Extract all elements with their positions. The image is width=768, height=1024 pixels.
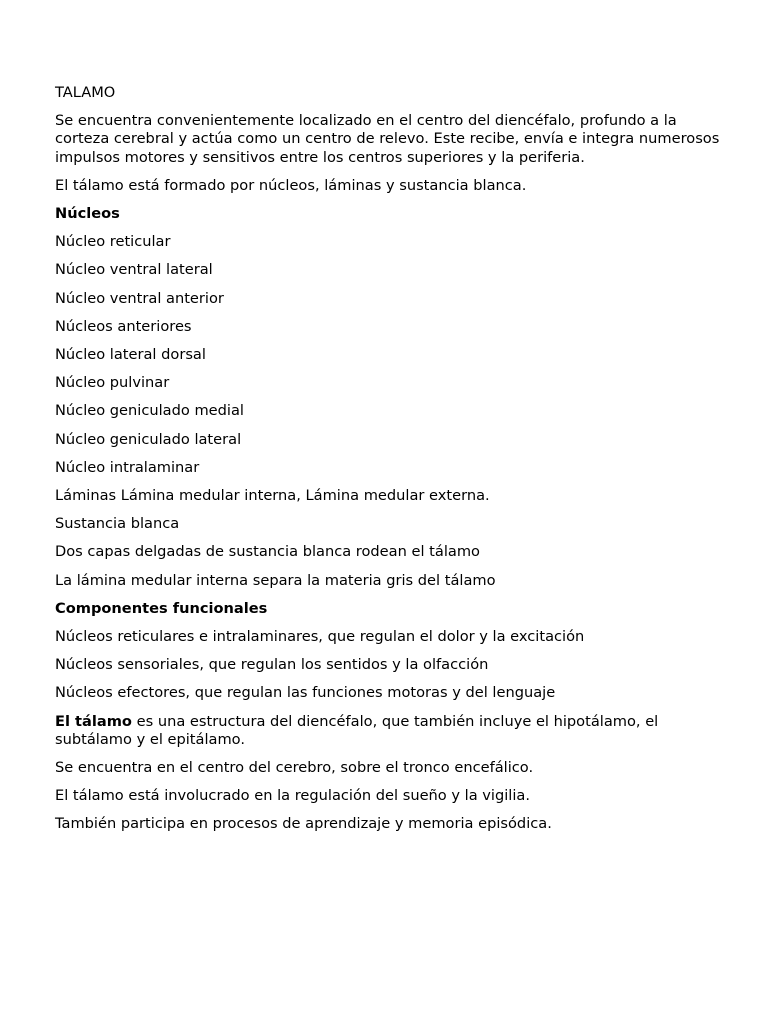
laminas-paragraph: Láminas Lámina medular interna, Lámina medular externa.	[55, 487, 490, 505]
nucleus-item: Núcleo ventral lateral	[55, 261, 213, 279]
nucleus-item: Núcleo pulvinar	[55, 374, 170, 392]
summary-text: es una estructura del diencéfalo, que también incluye el hipotálamo, el subtálamo y el epitálamo.	[55, 712, 659, 748]
functional-heading: Componentes funcionales	[55, 599, 268, 617]
nucleus-item: Núcleos anteriores	[55, 317, 192, 335]
document-title: TALAMO	[55, 84, 116, 101]
functional-line: Núcleos efectores, que regulan las funciones motoras y del lenguaje	[55, 684, 556, 702]
summary-paragraph	[55, 713, 727, 749]
nuclei-heading: Núcleos	[55, 205, 120, 223]
white-matter-line: La lámina medular interna separa la materia gris del tálamo	[55, 571, 496, 589]
closing-line: También participa en procesos de aprendizaje y memoria episódica.	[55, 815, 552, 833]
white-matter-line: Dos capas delgadas de sustancia blanca rodean el tálamo	[55, 543, 480, 561]
composition-paragraph: El tálamo está formado por núcleos, láminas y sustancia blanca.	[55, 176, 527, 194]
summary-bold-term: El tálamo	[55, 712, 132, 730]
nucleus-item: Núcleo geniculado medial	[55, 402, 244, 420]
nucleus-item: Núcleo intralaminar	[55, 458, 200, 476]
functional-line: Núcleos reticulares e intralaminares, que regulan el dolor y la excitación	[55, 628, 585, 646]
functional-line: Núcleos sensoriales, que regulan los sentidos y la olfacción	[55, 656, 489, 674]
nucleus-item: Núcleo lateral dorsal	[55, 346, 206, 364]
nucleus-item: Núcleo ventral anterior	[55, 289, 224, 307]
closing-line: El tálamo está involucrado en la regulación del sueño y la vigilia.	[55, 787, 530, 805]
closing-line: Se encuentra en el centro del cerebro, sobre el tronco encefálico.	[55, 759, 534, 777]
intro-paragraph: Se encuentra convenientemente localizado en el centro del diencéfalo, profundo a la corteza cerebral y actúa como un centro de relevo. Este recibe, envía e integra numerosos impulsos motores y sensitivos entre los centros superiores y la periferia.	[55, 112, 720, 166]
nucleus-item: Núcleo reticular	[55, 233, 171, 251]
white-matter-heading: Sustancia blanca	[55, 515, 180, 533]
nucleus-item: Núcleo geniculado lateral	[55, 430, 242, 448]
